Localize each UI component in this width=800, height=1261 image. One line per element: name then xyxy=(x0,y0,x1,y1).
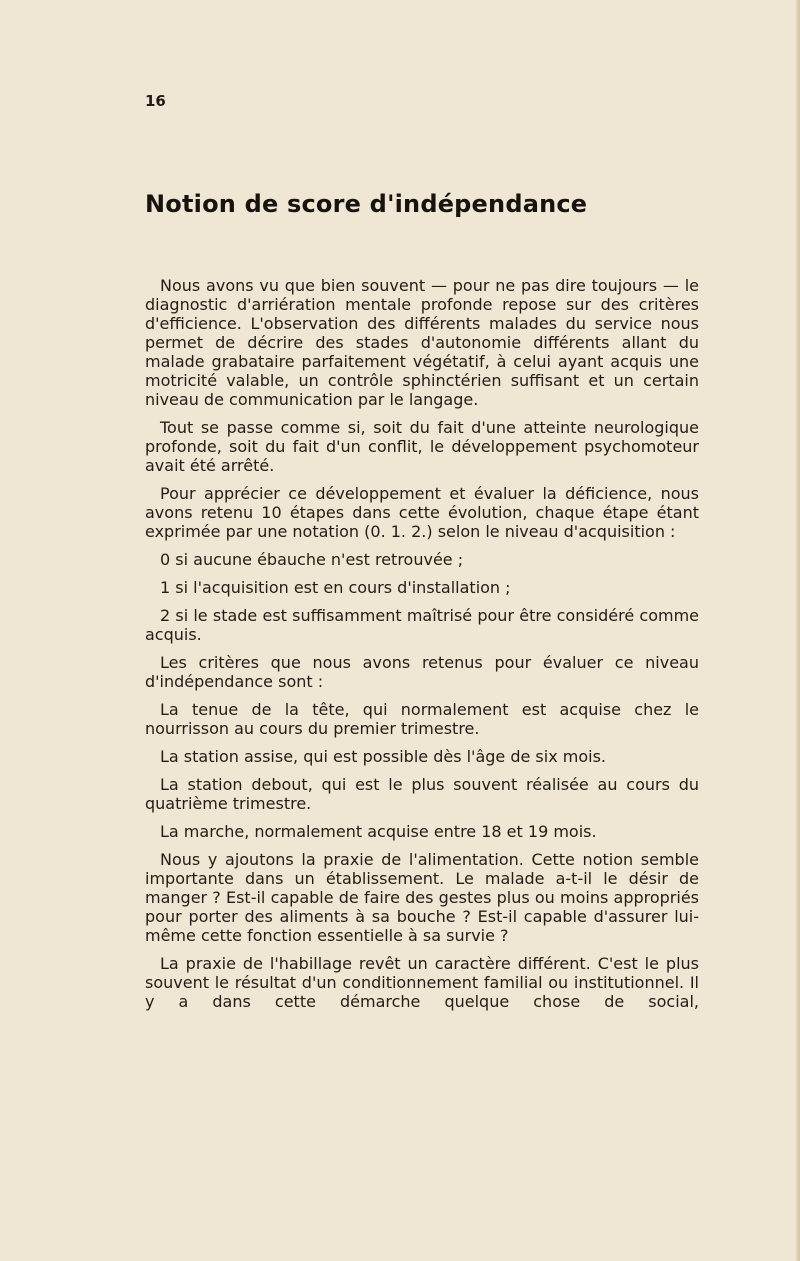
paragraph: La marche, normalement acquise entre 18 et 19 mois. xyxy=(160,822,597,841)
paragraph: Nous avons vu que bien souvent — pour ne pas dire toujours — le diagnostic d'arriération mentale profonde repose sur des critères d'efficience. L'observation des différents malades du service nous permet de décrire des stades d'autonomie différents allant du malade grabataire parfaitement végétatif, à celui ayant acquis une motricité valable, un contrôle sphinctérien suffisant et un certain niveau de communication par le langage. xyxy=(145,276,699,409)
section-title: Notion de score d'indépendance xyxy=(145,190,588,218)
paragraph: 1 si l'acquisition est en cours d'installation ; xyxy=(160,578,511,597)
paragraph: La station debout, qui est le plus souvent réalisée au cours du quatrième trimestre. xyxy=(145,775,699,813)
paragraph: Tout se passe comme si, soit du fait d'une atteinte neurologique profonde, soit du fait d'un conflit, le développement psychomoteur avait été arrêté. xyxy=(145,418,699,475)
paragraph: Pour apprécier ce développement et évaluer la déficience, nous avons retenu 10 étapes dans cette évolution, chaque étape étant exprimée par une notation (0. 1. 2.) selon le niveau d'acquisition : xyxy=(145,484,699,541)
paragraph: Nous y ajoutons la praxie de l'alimentation. Cette notion semble importante dans un établissement. Le malade a-t-il le désir de manger ? Est-il capable de faire des gestes plus ou moins appropriés pour porter des aliments à sa bouche ? Est-il capable d'assurer lui-même cette fonction essentielle à sa survie ? xyxy=(145,850,699,945)
paragraph: La tenue de la tête, qui normalement est acquise chez le nourrisson au cours du premier trimestre. xyxy=(145,700,699,738)
paragraph: 0 si aucune ébauche n'est retrouvée ; xyxy=(160,550,464,569)
paragraph: La praxie de l'habillage revêt un caractère différent. C'est le plus souvent le résultat d'un conditionnement familial ou institutionnel. Il y a dans cette démarche quelque chose de social, xyxy=(145,954,699,1011)
page-edge xyxy=(796,0,800,1261)
paragraph: 2 si le stade est suffisamment maîtrisé pour être considéré comme acquis. xyxy=(145,606,699,644)
body-text xyxy=(145,276,699,1011)
paragraph: La station assise, qui est possible dès l'âge de six mois. xyxy=(160,747,607,766)
page-number: 16 xyxy=(145,92,166,110)
paragraph: Les critères que nous avons retenus pour évaluer ce niveau d'indépendance sont : xyxy=(145,653,699,691)
